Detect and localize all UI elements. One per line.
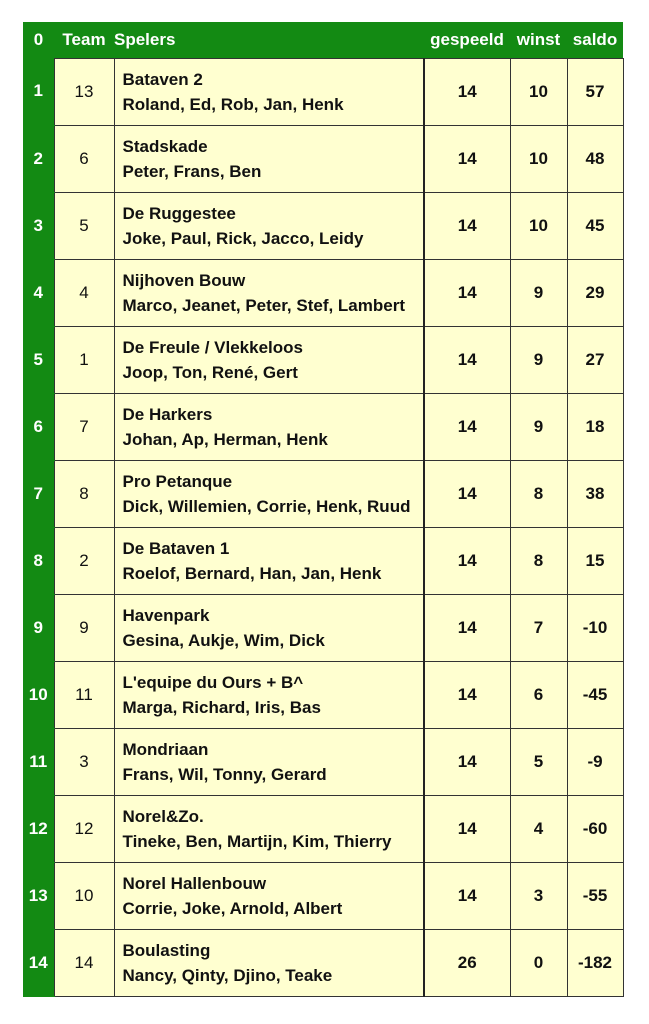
winst-cell: 5 xyxy=(510,728,567,795)
team-name: De Ruggestee xyxy=(122,203,236,223)
players-list: Joop, Ton, René, Gert xyxy=(122,362,298,382)
team-name: Pro Petanque xyxy=(122,471,233,491)
team-number-cell: 9 xyxy=(54,594,114,661)
table-row xyxy=(23,527,623,594)
players-list: Frans, Wil, Tonny, Gerard xyxy=(122,764,327,784)
table-row xyxy=(23,929,623,996)
spelers-cell xyxy=(114,661,424,728)
team-number-cell: 11 xyxy=(54,661,114,728)
gespeeld-cell: 14 xyxy=(424,326,510,393)
table-row xyxy=(23,125,623,192)
rank-cell: 9 xyxy=(23,594,54,661)
gespeeld-cell: 14 xyxy=(424,460,510,527)
saldo-cell: 27 xyxy=(567,326,623,393)
gespeeld-cell: 14 xyxy=(424,259,510,326)
team-name: De Harkers xyxy=(122,404,213,424)
table-body xyxy=(23,58,623,996)
spelers-cell xyxy=(114,862,424,929)
players-list: Dick, Willemien, Corrie, Henk, Ruud xyxy=(122,496,411,516)
winst-cell: 9 xyxy=(510,326,567,393)
saldo-cell: -9 xyxy=(567,728,623,795)
rank-cell: 5 xyxy=(23,326,54,393)
header-rank: 0 xyxy=(33,30,44,49)
team-name: De Bataven 1 xyxy=(122,538,230,558)
rank-cell: 4 xyxy=(23,259,54,326)
table-row xyxy=(23,259,623,326)
team-name: Boulasting xyxy=(122,940,211,960)
winst-cell: 10 xyxy=(510,125,567,192)
rank-cell: 6 xyxy=(23,393,54,460)
players-list: Johan, Ap, Herman, Henk xyxy=(122,429,328,449)
spelers-cell xyxy=(114,594,424,661)
team-name: Norel Hallenbouw xyxy=(122,873,267,893)
team-name: De Freule / Vlekkeloos xyxy=(122,337,303,357)
spelers-cell xyxy=(114,527,424,594)
saldo-cell: 45 xyxy=(567,192,623,259)
spelers-cell xyxy=(114,393,424,460)
team-number-cell: 6 xyxy=(54,125,114,192)
header-team: Team xyxy=(62,29,106,49)
players-list: Marga, Richard, Iris, Bas xyxy=(122,697,321,717)
saldo-cell: 18 xyxy=(567,393,623,460)
players-list: Joke, Paul, Rick, Jacco, Leidy xyxy=(122,228,364,248)
spelers-cell xyxy=(114,259,424,326)
winst-cell: 4 xyxy=(510,795,567,862)
saldo-cell: 15 xyxy=(567,527,623,594)
team-number-cell: 2 xyxy=(54,527,114,594)
players-list: Corrie, Joke, Arnold, Albert xyxy=(122,898,343,918)
saldo-cell: 48 xyxy=(567,125,623,192)
gespeeld-cell: 14 xyxy=(424,58,510,125)
team-number-cell: 10 xyxy=(54,862,114,929)
rank-cell: 2 xyxy=(23,125,54,192)
spelers-cell xyxy=(114,192,424,259)
standings-table xyxy=(23,22,624,997)
gespeeld-cell: 26 xyxy=(424,929,510,996)
table-row xyxy=(23,862,623,929)
team-number-cell: 13 xyxy=(54,58,114,125)
team-name: Norel&Zo. xyxy=(122,806,204,826)
header-spelers: Spelers xyxy=(114,29,176,49)
gespeeld-cell: 14 xyxy=(424,527,510,594)
table-row xyxy=(23,58,623,125)
table-row xyxy=(23,594,623,661)
winst-cell: 6 xyxy=(510,661,567,728)
winst-cell: 9 xyxy=(510,259,567,326)
players-list: Peter, Frans, Ben xyxy=(122,161,262,181)
team-name: Mondriaan xyxy=(122,739,209,759)
saldo-cell: 57 xyxy=(567,58,623,125)
players-list: Roelof, Bernard, Han, Jan, Henk xyxy=(122,563,382,583)
winst-cell: 9 xyxy=(510,393,567,460)
header-winst: winst xyxy=(516,29,561,49)
saldo-cell: -10 xyxy=(567,594,623,661)
team-number-cell: 1 xyxy=(54,326,114,393)
gespeeld-cell: 14 xyxy=(424,192,510,259)
standings-table-container xyxy=(23,22,623,997)
rank-cell: 14 xyxy=(23,929,54,996)
winst-cell: 7 xyxy=(510,594,567,661)
players-list: Marco, Jeanet, Peter, Stef, Lambert xyxy=(122,295,405,315)
team-number-cell: 14 xyxy=(54,929,114,996)
table-row xyxy=(23,795,623,862)
header-saldo: saldo xyxy=(572,29,618,49)
saldo-cell: 38 xyxy=(567,460,623,527)
header-row xyxy=(23,22,623,58)
saldo-cell: -45 xyxy=(567,661,623,728)
players-list: Gesina, Aukje, Wim, Dick xyxy=(122,630,325,650)
players-list: Tineke, Ben, Martijn, Kim, Thierry xyxy=(122,831,392,851)
rank-cell: 12 xyxy=(23,795,54,862)
winst-cell: 3 xyxy=(510,862,567,929)
gespeeld-cell: 14 xyxy=(424,594,510,661)
saldo-cell: -60 xyxy=(567,795,623,862)
saldo-cell: 29 xyxy=(567,259,623,326)
team-name: Nijhoven Bouw xyxy=(122,270,246,290)
team-name: Stadskade xyxy=(122,136,208,156)
gespeeld-cell: 14 xyxy=(424,661,510,728)
gespeeld-cell: 14 xyxy=(424,393,510,460)
spelers-cell xyxy=(114,326,424,393)
table-row xyxy=(23,661,623,728)
winst-cell: 8 xyxy=(510,527,567,594)
saldo-cell: -182 xyxy=(567,929,623,996)
spelers-cell xyxy=(114,125,424,192)
team-number-cell: 12 xyxy=(54,795,114,862)
gespeeld-cell: 14 xyxy=(424,728,510,795)
rank-cell: 8 xyxy=(23,527,54,594)
rank-cell: 7 xyxy=(23,460,54,527)
team-number-cell: 7 xyxy=(54,393,114,460)
team-number-cell: 4 xyxy=(54,259,114,326)
winst-cell: 10 xyxy=(510,192,567,259)
rank-cell: 13 xyxy=(23,862,54,929)
winst-cell: 10 xyxy=(510,58,567,125)
table-row xyxy=(23,192,623,259)
team-name: Bataven 2 xyxy=(122,69,203,89)
spelers-cell xyxy=(114,460,424,527)
rank-cell: 3 xyxy=(23,192,54,259)
rank-cell: 11 xyxy=(23,728,54,795)
gespeeld-cell: 14 xyxy=(424,862,510,929)
team-number-cell: 5 xyxy=(54,192,114,259)
winst-cell: 0 xyxy=(510,929,567,996)
players-list: Nancy, Qinty, Djino, Teake xyxy=(122,965,333,985)
table-row xyxy=(23,393,623,460)
table-row xyxy=(23,728,623,795)
rank-cell: 1 xyxy=(23,58,54,125)
table-row xyxy=(23,460,623,527)
header-gespeeld: gespeeld xyxy=(430,29,504,49)
winst-cell: 8 xyxy=(510,460,567,527)
team-number-cell: 3 xyxy=(54,728,114,795)
gespeeld-cell: 14 xyxy=(424,795,510,862)
saldo-cell: -55 xyxy=(567,862,623,929)
spelers-cell xyxy=(114,795,424,862)
gespeeld-cell: 14 xyxy=(424,125,510,192)
rank-cell: 10 xyxy=(23,661,54,728)
spelers-cell xyxy=(114,58,424,125)
spelers-cell xyxy=(114,728,424,795)
team-name: L'equipe du Ours + B^ xyxy=(122,672,304,692)
spelers-cell xyxy=(114,929,424,996)
team-number-cell: 8 xyxy=(54,460,114,527)
team-name: Havenpark xyxy=(122,605,210,625)
players-list: Roland, Ed, Rob, Jan, Henk xyxy=(122,94,344,114)
table-row xyxy=(23,326,623,393)
